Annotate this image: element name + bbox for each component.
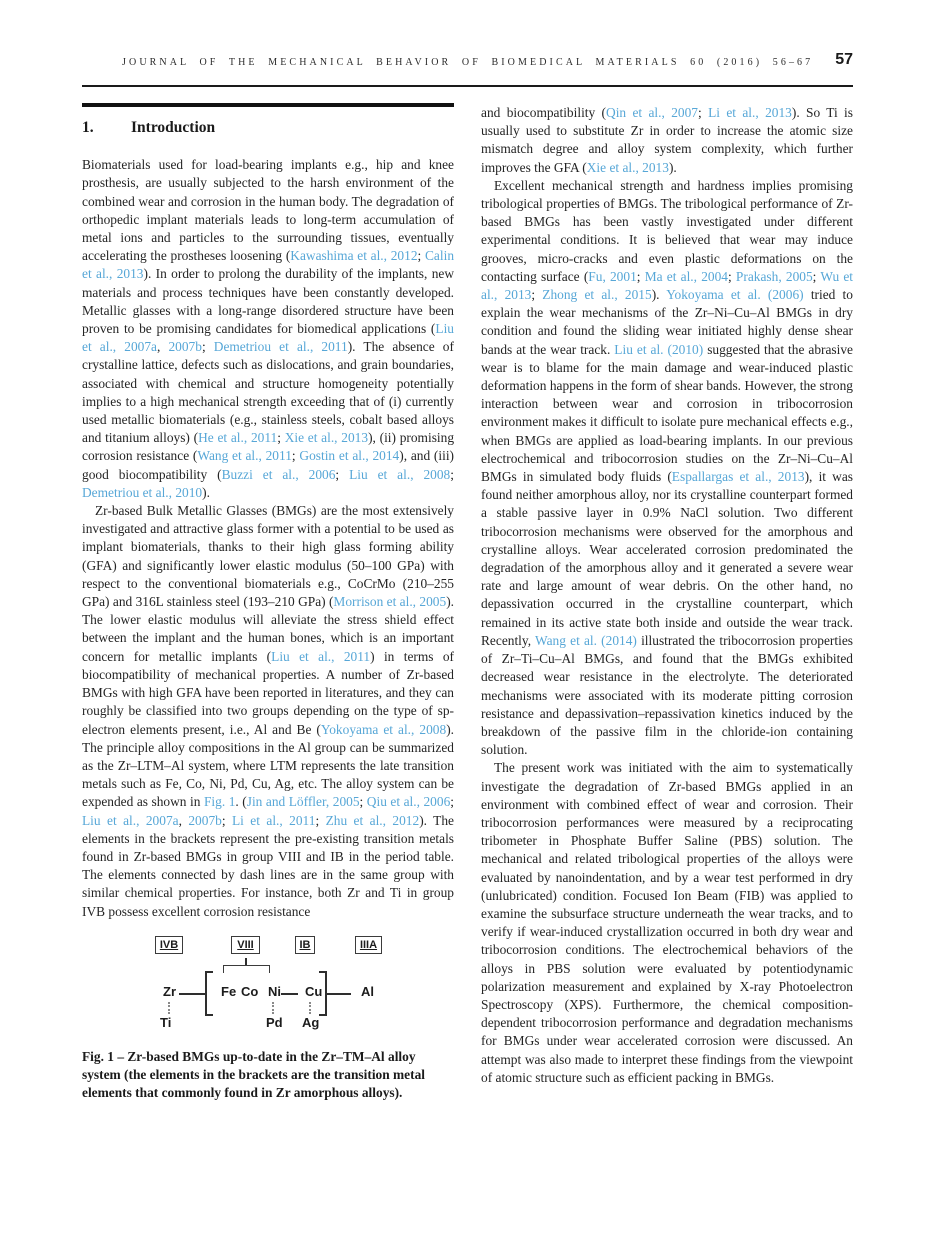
paragraph (82, 502, 454, 921)
group-box-ivb: IVB (155, 936, 183, 954)
citation-link[interactable]: He et al., 2011 (198, 430, 278, 446)
body-text: ). (651, 287, 667, 303)
body-text: ; (291, 448, 300, 464)
citation-link[interactable]: Espallargas et al., 2013 (671, 469, 805, 485)
bracket-left-mid-tick (198, 993, 205, 995)
citation-link[interactable]: Ma et al., 2004 (644, 268, 728, 284)
body-text: ). The principle alloy compositions in the Al group can be summarized as the Zr–LTM–Al system, where LTM represents the late transition metals such as Fe, Co, Ni, Pd, Cu, Ag, etc. The alloy system can be expended as shown in (82, 721, 454, 810)
body-text: ; (450, 466, 454, 482)
body-text: The present work was initiated with the aim to systematically investigate the degradation of Zr-based BMGs applied in an environment with combined effect of wear and corrosion. Their tribocorrosion performances were measured by a reciprocating tribometer in Phosphate Buffer Saline (PBS) solution. The mechanical and related tribological properties of the alloys were evaluated by nanoindentation, and by a wear test performed in dry (unlubricated) condition. Focused Ion Beam (FIB) was applied to examine the subsurface structure underneath the wear tracks, and to verify if wear-induced crystallization occurred in both dry wear and tribocorrosion conditions. The electrochemical behaviors of the alloys in PBS solution were evaluated by potentiodynamic polarization measurement and explained by X-ray Photoelectron Spectroscopy (XPS). Furthermore, the chemical composition-dependent tribocorrosion performance and degradation mechanisms for BMGs under wear accelerated corrosion were discussed. An attempt was also made to interpret these findings from the viewpoint of atomic structure such as efficient packing in BMGs. (481, 760, 853, 1085)
page-header (82, 53, 853, 77)
citation-link[interactable]: Demetriou et al., 2010 (82, 484, 203, 500)
body-text: ), and (iii) good biocompatibility ( (82, 448, 455, 482)
bracket-left-bottom-foot (205, 1014, 213, 1016)
body-text: ; (277, 430, 285, 446)
section-title: Introduction (131, 119, 216, 136)
body-text: Zr-based Bulk Metallic Glasses (BMGs) are the most extensively investigated and attractive glass former with a potential to be used as implant biomaterials, thanks to their high glass forming ability (GFA) and significantly lower elastic modulus (50–100 GPa) with respect to the conventional biomaterials e.g., CoCrMo (210–255 GPa) and 316L stainless steel (193–210 GPa) ( (82, 503, 454, 610)
bracket-right-top-foot (319, 971, 327, 973)
body-text: ; (201, 339, 214, 355)
body-text: ). (668, 159, 677, 175)
bracket-right-mid-tick (327, 993, 334, 995)
figure-caption: Fig. 1 – Zr-based BMGs up-to-date in the Zr–TM–Al alloy system (the elements in the brackets are the transition metal elements that commonly found in Zr amorphous alloys). (82, 1048, 426, 1101)
citation-link[interactable]: Calin et al., 2013 (82, 248, 455, 282)
citation-link[interactable]: Fu, 2001 (588, 268, 637, 284)
element-ni: Ni (268, 983, 281, 999)
citation-link[interactable]: Zhong et al., 2015 (542, 287, 652, 303)
element-ag: Ag (302, 1014, 320, 1030)
dotted-link-cu-ag (309, 1002, 311, 1014)
body-text: Excellent mechanical strength and hardness implies promising tribological properties of BMGs. The tribological performance of Zr-based BMGs has been vastly investigated under different experimental conditions. It is believed that wear may induce grooves, micro-cracks and even plastic deformations on the contacting surface ( (481, 177, 853, 284)
left-column-text (82, 156, 454, 921)
citation-link[interactable]: Jin and Löffler, 2005 (246, 794, 360, 810)
journal-title: JOURNAL OF THE MECHANICAL BEHAVIOR OF BIOMEDICAL MATERIALS 60 (2016) 56–67 (122, 57, 814, 68)
body-text: ; (531, 287, 543, 303)
element-ti: Ti (160, 1014, 172, 1030)
citation-link[interactable]: Kawashima et al., 2012 (290, 248, 418, 264)
body-text: ; (417, 248, 425, 264)
bracket-left-stem (205, 971, 207, 1016)
body-text: , (156, 339, 169, 355)
citation-link[interactable]: Gostin et al., 2014 (299, 448, 400, 464)
citation-link[interactable]: Buzzi et al., 2006 (221, 466, 336, 482)
citation-link[interactable]: Liu et al., 2008 (349, 466, 451, 482)
body-text: ) in terms of biocompatibility of mechanical properties. A number of Zr-based BMGs with high GFA have been reported in literatures, and they can roughly be classified into two groups depending on the type of sp-electron elements present, i.e., Al and Be ( (82, 648, 454, 737)
connector-dash-al (334, 993, 351, 995)
figure-diagram (82, 933, 454, 1033)
dotted-link-ni-pd (272, 1002, 274, 1014)
right-column (481, 104, 853, 1087)
body-text: ). The elements in the brackets represent the pre-existing transition metals found in Zr-based BMGs in group VIII and IB in the period table. The elements connected by dash lines are in the same group with similar chemical properties. For instance, both Zr and Ti in group IVB possess excellent corrosion resistance (82, 812, 454, 919)
citation-link[interactable]: Wu et al., 2013 (481, 268, 854, 303)
body-text: ), it was found neither amorphous alloy, nor its crystalline counterpart formed a stable passive layer in 0.9% NaCl solution. Two different tribocorrosion mechanisms were observed for the amorphous and crystalline alloys. Wear accelerated corrosion predominated the degradation of the amorphous alloy and it generated a severe wear rate and large amount of wear debris. On the other hand, no depassivation occurred in the crystalline counterpart, which remained in its active state both inside and outside the wear track. Recently, (481, 469, 854, 648)
body-text: illustrated the tribocorrosion properties of Zr–Ti–Cu–Al BMGs, and found that the BMGs exhibited decreased wear resistance in the electrolyte. The deteriorated mechanisms were associated with its moderate pitting corrosion resistance and depassivation–repassivation kinetics induced by the breakdown of the passive film in the chloride-ion containing solution. (481, 632, 853, 758)
left-column (82, 103, 454, 1102)
citation-link[interactable]: Qiu et al., 2006 (366, 794, 451, 810)
citation-link[interactable]: Xie et al., 2013 (284, 430, 369, 446)
body-text: ; (698, 105, 709, 120)
right-column-text (481, 104, 853, 1087)
citation-link[interactable]: Morrison et al., 2005 (333, 594, 447, 610)
citation-link[interactable]: Li et al., 2013 (708, 105, 792, 120)
citation-link[interactable]: 2007b (188, 812, 222, 828)
citation-link[interactable]: Fig. 1 (203, 794, 236, 810)
citation-link[interactable]: Wang et al., 2011 (197, 448, 292, 464)
section-heading (82, 119, 454, 137)
body-text: ; (812, 268, 821, 284)
citation-link[interactable]: Prakash, 2005 (735, 268, 813, 284)
body-text: . ( (235, 794, 247, 810)
body-text: ; (636, 268, 645, 284)
dotted-link-zr-ti (168, 1002, 170, 1014)
body-text: ; (359, 794, 367, 810)
element-fe: Fe (221, 983, 237, 999)
paragraph (481, 759, 853, 1087)
citation-link[interactable]: Liu et al., 2011 (271, 648, 371, 664)
element-cu: Cu (305, 983, 323, 999)
body-text: ; (727, 268, 736, 284)
body-text: ; (315, 812, 326, 828)
citation-link[interactable]: Qin et al., 2007 (606, 105, 698, 120)
citation-link[interactable]: Zhu et al., 2012 (325, 812, 420, 828)
section-heading-bar (82, 103, 454, 107)
figure-1 (82, 933, 454, 1103)
citation-link[interactable]: Yokoyama et al., 2008 (320, 721, 447, 737)
connector-dash-zr (179, 993, 198, 995)
citation-link[interactable]: Demetriou et al., 2011 (213, 339, 348, 355)
citation-link[interactable]: Li et al., 2011 (231, 812, 316, 828)
citation-link[interactable]: Wang et al. (2014) (535, 632, 637, 648)
body-text: ), (ii) promising corrosion resistance ( (82, 430, 455, 464)
body-text: ; (335, 466, 350, 482)
paragraph (481, 104, 853, 177)
body-text: Biomaterials used for load-bearing implants e.g., hip and knee prosthesis, are usually subjected to the harsh environment of the combined wear and corrosion in the human body. The degradation of orthopedic implant materials leads to long-term accumulation of metal ions and particles to the surrounding tissues, eventually accelerating the prostheses loosening ( (82, 157, 454, 264)
body-text: ; (221, 812, 232, 828)
connector-dash-ni-cu (281, 993, 298, 995)
body-text: ). (202, 484, 210, 500)
paragraph (82, 156, 454, 502)
citation-link[interactable]: Xie et al., 2013 (586, 159, 669, 175)
element-co: Co (241, 983, 259, 999)
header-rule (82, 85, 853, 87)
body-text: ). In order to prolong the durability of the implants, new materials and process techniques have been constantly developed. Metallic glasses with a long-range disordered structure have been proven to be promising candidates for biomedical applications ( (82, 266, 455, 337)
body-text: tried to explain the wear mechanisms of the Zr–Ni–Cu–Al BMGs in dry condition and found the sliding wear initiated highly dense shear bands at the wear track. (481, 287, 853, 357)
group-box-iiia: IIIA (355, 936, 382, 954)
element-zr: Zr (163, 983, 176, 999)
body-text: and biocompatibility ( (481, 105, 607, 120)
page-number: 57 (835, 51, 853, 68)
element-al: Al (361, 983, 374, 999)
element-pd: Pd (266, 1014, 283, 1030)
citation-link[interactable]: Liu et al. (2010) (614, 341, 704, 357)
group-box-viii: VIII (231, 936, 260, 954)
body-text: ). The lower elastic modulus will alleviate the stress shield effect between the implant and the human bones, which is an important concern for metallic implants ( (82, 594, 454, 664)
citation-link[interactable]: 2007b (168, 339, 202, 355)
citation-link[interactable]: Yokoyama et al. (2006) (666, 287, 804, 303)
citation-link[interactable]: Liu et al., 2007a (82, 321, 454, 355)
bracket-right-bottom-foot (319, 1014, 327, 1016)
bracket-left-top-foot (205, 971, 213, 973)
section-number: 1. (82, 119, 94, 136)
body-text: suggested that the abrasive wear is to blame for the main damage and wear-induced plastic deformation happens in the form of shear bands. However, the strong interaction between wear and corrosion in tribocorrosion environment makes it difficult to isolate pure mechanical effects e.g., when BMGs are applied as load-bearing implants. In our previous electrochemical and tribocorrosion studies on the Zr–Ni–Cu–Al BMGs in simulated body fluids ( (481, 341, 853, 485)
body-text: , (178, 812, 189, 828)
body-text: ). The absence of crystalline lattice, defects such as dislocations, and grain boundaries, associated with chemical and structure homogeneity potentially implies to a high mechanical strength exceeding that of (i) currently used metallic biomaterials (e.g., stainless steels, cobalt based alloys and titanium alloys) ( (82, 339, 454, 446)
citation-link[interactable]: Liu et al., 2007a (82, 812, 179, 828)
group-brace-icon (223, 965, 270, 973)
group-box-ib: IB (295, 936, 315, 954)
body-text: ; (450, 794, 454, 810)
paragraph (481, 177, 853, 760)
body-text: ). So Ti is usually used to substitute Zr in order to increase the atomic size mismatch degree and alloy system complexity, which further improves the GFA ( (481, 105, 853, 175)
